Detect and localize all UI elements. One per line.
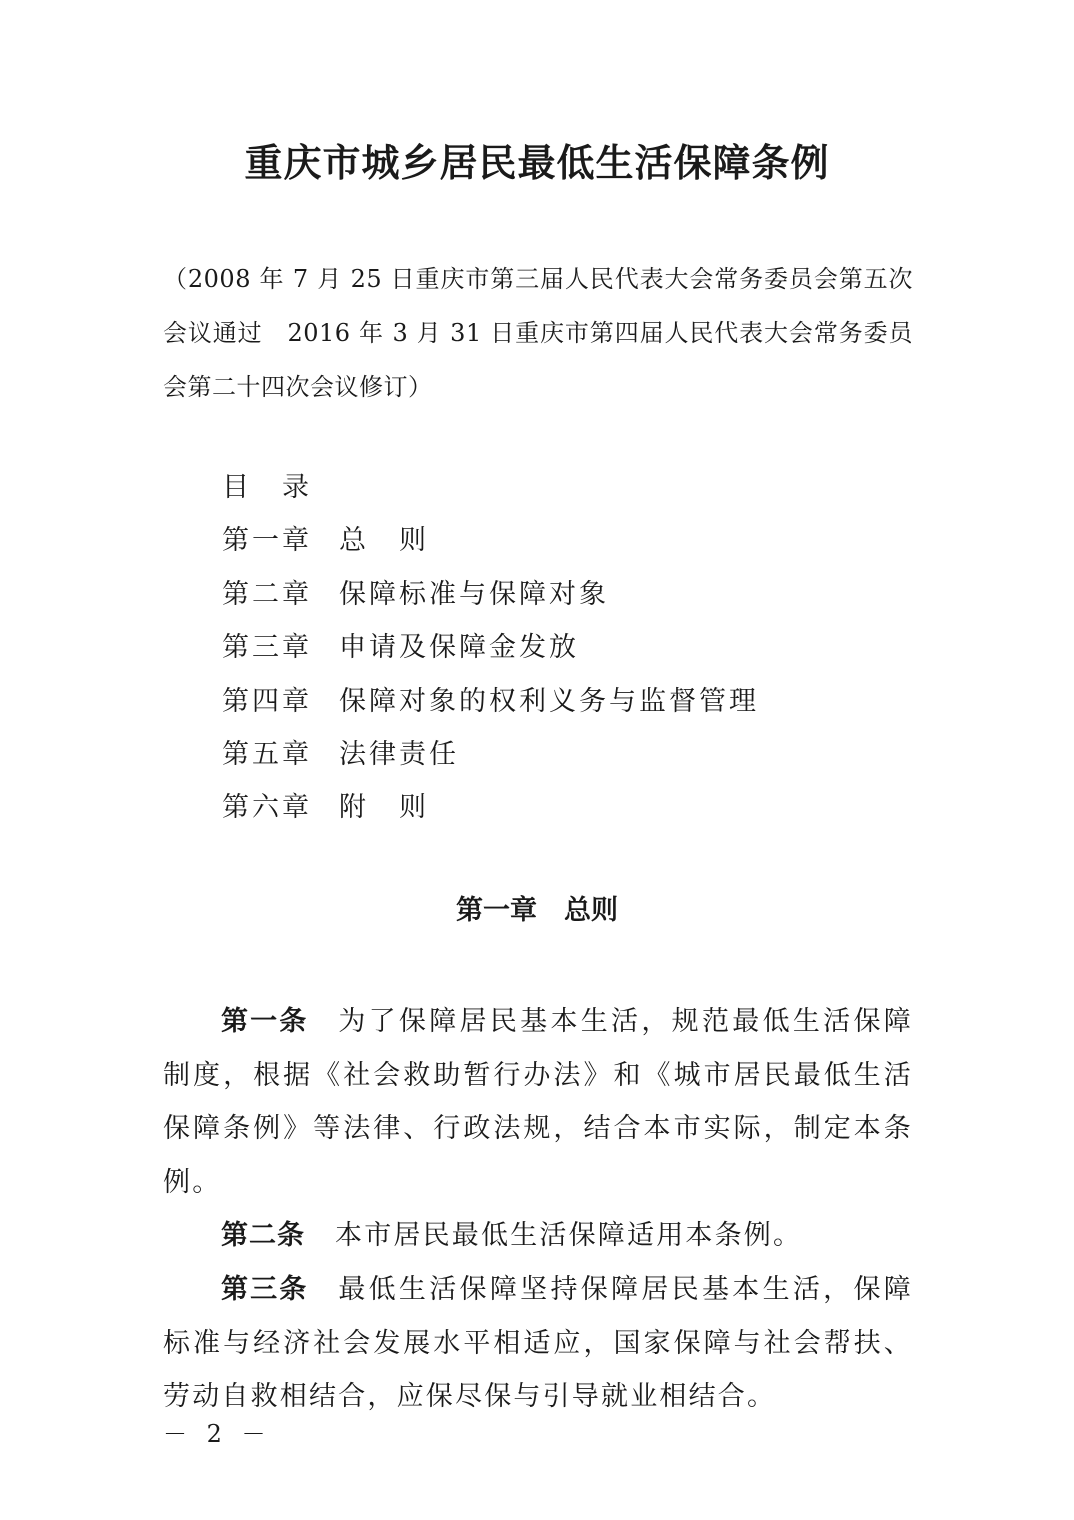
toc-item-number: 第一章 bbox=[222, 525, 312, 557]
toc-item-number: 第四章 bbox=[222, 685, 312, 717]
toc-item-title: 保障对象的权利义务与监督管理 bbox=[339, 685, 759, 717]
adoption-note: （2008 年 7 月 25 日重庆市第三届人民代表大会常务委员会第五次会议通过 2016 年 3 月 31 日重庆市第四届人民代表大会常务委员会第二十四次会议修订） bbox=[163, 265, 913, 401]
toc-item-number: 第三章 bbox=[222, 632, 312, 664]
toc-item-number: 第六章 bbox=[222, 792, 312, 824]
toc-item bbox=[222, 568, 759, 621]
toc-heading: 目 录 bbox=[222, 472, 312, 503]
article-number: 第三条 bbox=[221, 1273, 309, 1305]
article-list bbox=[163, 995, 913, 1424]
toc-item-title: 申请及保障金发放 bbox=[339, 632, 579, 664]
article bbox=[163, 995, 913, 1209]
toc-item bbox=[222, 728, 759, 781]
chapter-heading: 第一章 总则 bbox=[456, 895, 618, 926]
toc-item bbox=[222, 514, 759, 567]
toc-item-number: 第五章 bbox=[222, 738, 312, 770]
toc-item bbox=[222, 781, 759, 834]
toc-item-number: 第二章 bbox=[222, 578, 312, 610]
table-of-contents bbox=[222, 461, 759, 835]
toc-item bbox=[222, 621, 759, 674]
article-text: 本市居民最低生活保障适用本条例。 bbox=[335, 1220, 803, 1252]
document-title: 重庆市城乡居民最低生活保障条例 bbox=[244, 141, 830, 185]
article-number: 第二条 bbox=[221, 1220, 305, 1252]
toc-item-title: 附 则 bbox=[339, 792, 429, 824]
article-text: 最低生活保障坚持保障居民基本生活，保障标准与经济社会发展水平相适应，国家保障与社会帮扶、劳动自救相结合，应保尽保与引导就业相结合。 bbox=[163, 1273, 913, 1413]
toc-item-title: 总 则 bbox=[339, 525, 429, 557]
toc-item-title: 法律责任 bbox=[339, 738, 459, 770]
page-number: － 2 － bbox=[163, 1420, 272, 1448]
article-number: 第一条 bbox=[221, 1006, 309, 1037]
article bbox=[163, 1209, 913, 1263]
toc-item bbox=[222, 675, 759, 728]
article bbox=[163, 1263, 913, 1424]
toc-item-title: 保障标准与保障对象 bbox=[339, 578, 609, 610]
article-text: 为了保障居民基本生活，规范最低生活保障制度，根据《社会救助暂行办法》和《城市居民最低生活保障条例》等法律、行政法规，结合本市实际，制定本条例。 bbox=[163, 1006, 913, 1198]
